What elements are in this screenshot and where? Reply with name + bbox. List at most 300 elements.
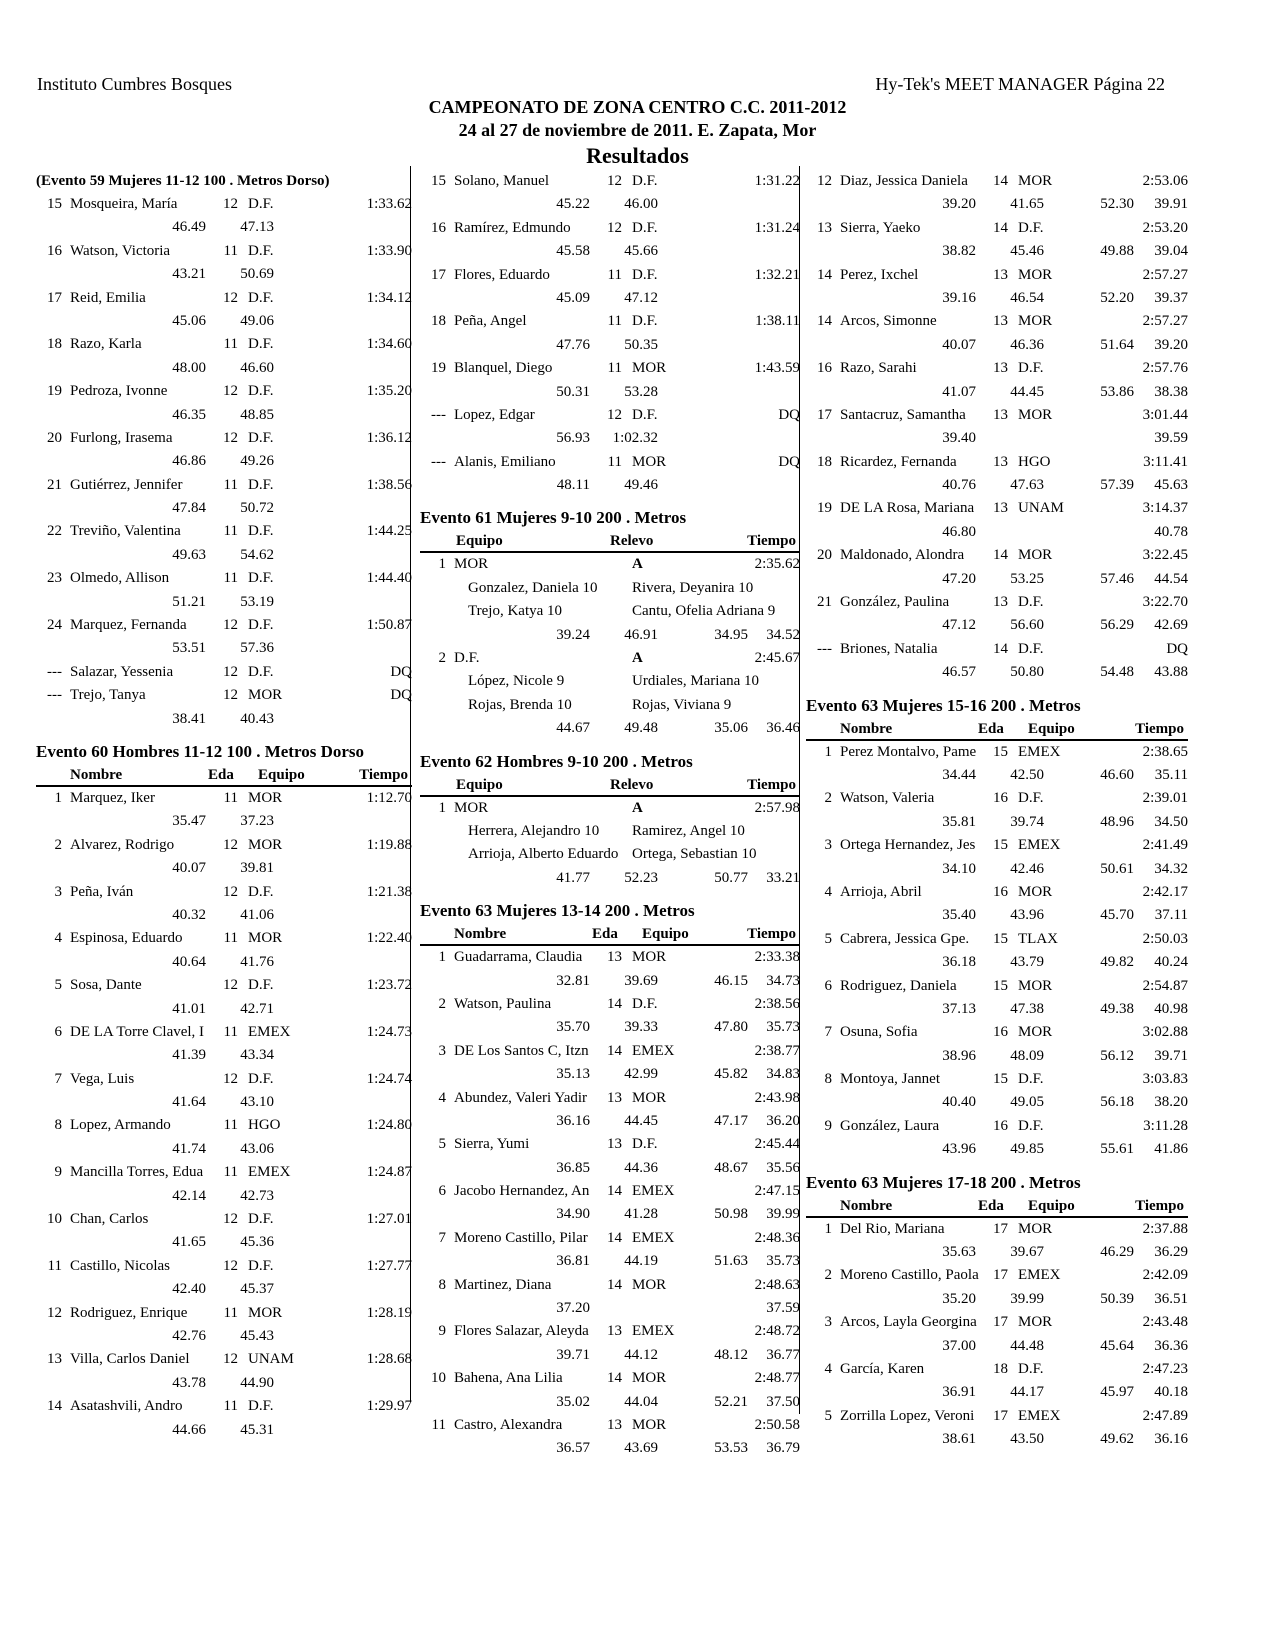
- column-header-row: [420, 775, 800, 797]
- age: 17: [993, 1314, 1008, 1331]
- column-header-team: Equipo: [258, 766, 305, 783]
- split-time: 35.73: [766, 1253, 800, 1270]
- split-time: 48.96: [1100, 813, 1134, 830]
- team: MOR: [248, 789, 283, 806]
- column-header-name: Nombre: [840, 1197, 893, 1214]
- split-time: 45.64: [1100, 1337, 1134, 1354]
- team: MOR: [248, 1304, 283, 1321]
- split-time: 53.19: [240, 593, 274, 610]
- team: D.F.: [1018, 219, 1044, 236]
- age: 13: [993, 266, 1008, 283]
- team: D.F.: [248, 1257, 274, 1274]
- swimmer-name: Jacobo Hernandez, An: [454, 1183, 590, 1200]
- result-row: [806, 357, 1188, 380]
- final-time: 2:47.23: [1142, 1360, 1188, 1377]
- place: 21: [817, 594, 832, 611]
- split-time: 46.15: [714, 972, 748, 989]
- result-row: [36, 1114, 412, 1137]
- place: 2: [438, 995, 446, 1012]
- swimmer-name: Perez, Ixchel: [840, 266, 919, 283]
- place: 3: [824, 1314, 832, 1331]
- swimmer-name: Pedroza, Ivonne: [70, 383, 168, 400]
- split-time: 39.74: [1010, 813, 1044, 830]
- final-time: 1:31.24: [754, 219, 800, 236]
- column-header-team: Equipo: [456, 776, 503, 793]
- age: 12: [223, 1351, 238, 1368]
- age: 13: [607, 1136, 622, 1153]
- result-row: [806, 404, 1188, 427]
- split-row: [420, 240, 800, 263]
- age: 14: [607, 1042, 622, 1059]
- split-time: 46.91: [624, 626, 658, 643]
- age: 15: [993, 977, 1008, 994]
- place: 1: [438, 799, 446, 816]
- team: D.F.: [248, 383, 274, 400]
- age: 14: [993, 640, 1008, 657]
- team: D.F.: [248, 1070, 274, 1087]
- team: D.F.: [248, 883, 274, 900]
- swimmer-name: Cabrera, Jessica Gpe.: [840, 930, 970, 947]
- split-row: [36, 1278, 412, 1301]
- split-time: 45.70: [1100, 907, 1134, 924]
- column-header-time: Tiempo: [1135, 1197, 1184, 1214]
- header-organization: Instituto Cumbres Bosques: [37, 74, 233, 94]
- team: MOR: [632, 1276, 667, 1293]
- team: D.F.: [248, 1211, 274, 1228]
- split-row: [36, 1325, 412, 1348]
- age: 13: [607, 1089, 622, 1106]
- relay-swimmer: Ortega, Sebastian 10: [632, 846, 757, 863]
- split-time: 43.96: [1010, 907, 1044, 924]
- split-row: [420, 624, 800, 647]
- swimmer-name: Guadarrama, Claudia: [454, 949, 583, 966]
- final-time: 1:24.73: [366, 1023, 412, 1040]
- split-time: 53.28: [624, 383, 658, 400]
- team: D.F.: [632, 406, 658, 423]
- result-row: [36, 661, 412, 684]
- relay-swimmer: Urdiales, Mariana 10: [632, 673, 760, 690]
- split-time: 44.19: [624, 1253, 658, 1270]
- team: D.F.: [632, 1136, 658, 1153]
- place: 1: [438, 949, 446, 966]
- split-time: 38.82: [942, 243, 976, 260]
- split-time: 42.76: [172, 1327, 206, 1344]
- team: D.F.: [1018, 790, 1044, 807]
- result-row: [420, 1087, 800, 1110]
- age: 11: [223, 242, 238, 259]
- swimmer-name: Moreno Castillo, Paola: [840, 1267, 979, 1284]
- result-row: [420, 451, 800, 474]
- split-time: 37.59: [766, 1300, 800, 1317]
- final-time: 2:42.17: [1142, 883, 1188, 900]
- final-time: 3:03.83: [1142, 1071, 1188, 1088]
- team: MOR: [632, 360, 667, 377]
- team: D.F.: [1018, 1360, 1044, 1377]
- final-time: 2:39.01: [1142, 790, 1188, 807]
- age: 18: [993, 1360, 1008, 1377]
- swimmer-name: DE LA Rosa, Mariana: [840, 500, 975, 517]
- split-time: 47.12: [624, 289, 658, 306]
- split-time: 35.63: [942, 1244, 976, 1261]
- swimmer-name: Blanquel, Diego: [454, 360, 553, 377]
- split-time: 56.60: [1010, 617, 1044, 634]
- split-time: 50.35: [624, 336, 658, 353]
- split-time: 34.44: [942, 766, 976, 783]
- team: MOR: [248, 687, 283, 704]
- split-row: [36, 857, 412, 880]
- result-row: [36, 834, 412, 857]
- final-time: 1:21.38: [366, 883, 412, 900]
- age: 11: [223, 570, 238, 587]
- split-time: 47.13: [240, 219, 274, 236]
- swimmer-name: Castillo, Nicolas: [70, 1257, 170, 1274]
- split-row: [420, 1344, 800, 1367]
- split-row: [420, 1437, 800, 1460]
- column-header-age: Eda: [978, 720, 1004, 737]
- team: D.F.: [632, 266, 658, 283]
- split-row: [36, 708, 412, 731]
- split-time: 35.47: [172, 813, 206, 830]
- team: D.F.: [248, 289, 274, 306]
- split-time: 42.40: [172, 1281, 206, 1298]
- final-time: 1:28.68: [366, 1351, 412, 1368]
- result-row: [36, 1208, 412, 1231]
- split-row: [806, 1241, 1188, 1264]
- final-time: 2:50.03: [1142, 930, 1188, 947]
- result-row: [36, 974, 412, 997]
- final-time: 1:34.60: [366, 336, 412, 353]
- swimmer-name: Perez Montalvo, Pame: [840, 743, 977, 760]
- split-time: 39.40: [942, 430, 976, 447]
- result-row: [36, 614, 412, 637]
- swimmer-name: Villa, Carlos Daniel: [70, 1351, 190, 1368]
- team: EMEX: [632, 1183, 675, 1200]
- split-time: 41.06: [240, 906, 274, 923]
- split-time: 38.20: [1154, 1094, 1188, 1111]
- final-time: 3:02.88: [1142, 1024, 1188, 1041]
- place: 17: [47, 289, 62, 306]
- age: 13: [993, 594, 1008, 611]
- swimmer-name: Arrioja, Abril: [840, 883, 922, 900]
- relay-row: [420, 647, 800, 670]
- split-time: 46.60: [240, 359, 274, 376]
- place: 1: [824, 743, 832, 760]
- final-time: 1:34.12: [366, 289, 412, 306]
- split-time: 43.78: [172, 1374, 206, 1391]
- split-time: 43.06: [240, 1140, 274, 1157]
- place: ---: [817, 640, 832, 657]
- split-time: 46.57: [942, 664, 976, 681]
- result-row: [420, 1227, 800, 1250]
- split-time: 47.20: [942, 570, 976, 587]
- swimmer-name: Ortega Hernandez, Jes: [840, 837, 976, 854]
- split-time: 38.38: [1154, 383, 1188, 400]
- place: 15: [431, 173, 446, 189]
- result-row: [806, 741, 1188, 764]
- result-row: [806, 1115, 1188, 1138]
- relay-team: MOR: [454, 799, 489, 816]
- event-title: Evento 63 Mujeres 13-14 200 . Metros: [420, 901, 695, 921]
- final-time: DQ: [390, 663, 412, 680]
- place: 6: [824, 977, 832, 994]
- swimmer-name: Arcos, Simonne: [840, 313, 937, 330]
- team: D.F.: [248, 242, 274, 259]
- result-row: [806, 497, 1188, 520]
- age: 13: [993, 453, 1008, 470]
- split-time: 46.49: [172, 219, 206, 236]
- split-time: 52.21: [714, 1393, 748, 1410]
- split-time: 42.71: [240, 1000, 274, 1017]
- team: MOR: [1018, 406, 1053, 423]
- place: 1: [54, 789, 62, 806]
- swimmer-name: Sosa, Dante: [70, 977, 142, 994]
- split-time: 42.73: [240, 1187, 274, 1204]
- age: 11: [607, 360, 622, 377]
- final-time: 2:57.76: [1142, 360, 1188, 377]
- final-time: 1:24.80: [366, 1117, 412, 1134]
- result-row: [806, 591, 1188, 614]
- split-time: 50.80: [1010, 664, 1044, 681]
- final-time: 3:22.45: [1142, 547, 1188, 564]
- result-row: [420, 1414, 800, 1437]
- swimmer-name: Flores Salazar, Aleyda: [454, 1323, 589, 1340]
- split-row: [806, 811, 1188, 834]
- split-time: 37.50: [766, 1393, 800, 1410]
- place: 7: [54, 1070, 62, 1087]
- split-row: [420, 1203, 800, 1226]
- swimmer-name: Del Rio, Mariana: [840, 1220, 945, 1237]
- team: HGO: [1018, 453, 1051, 470]
- split-time: 36.18: [942, 954, 976, 971]
- column-header-time: Tiempo: [1135, 720, 1184, 737]
- split-time: 53.53: [714, 1440, 748, 1457]
- split-time: 39.99: [1010, 1290, 1044, 1307]
- result-row: [806, 787, 1188, 810]
- split-time: 44.36: [624, 1159, 658, 1176]
- split-row: [806, 381, 1188, 404]
- split-row: [806, 904, 1188, 927]
- place: 8: [438, 1276, 446, 1293]
- split-time: 45.36: [240, 1234, 274, 1251]
- split-time: 49.63: [172, 546, 206, 563]
- place: 9: [438, 1323, 446, 1340]
- result-row: [806, 544, 1188, 567]
- split-time: 47.38: [1010, 1000, 1044, 1017]
- place: 16: [47, 242, 62, 259]
- result-row: [420, 1040, 800, 1063]
- age: 14: [607, 995, 622, 1012]
- relay-swimmers-row: [420, 577, 800, 600]
- column-header-team: Equipo: [1028, 720, 1075, 737]
- result-row: [36, 474, 412, 497]
- relay-swimmer: Cantu, Ofelia Adriana 9: [632, 603, 776, 620]
- split-time: 39.37: [1154, 289, 1188, 306]
- team: MOR: [632, 1370, 667, 1387]
- split-time: 53.25: [1010, 570, 1044, 587]
- final-time: DQ: [390, 687, 412, 704]
- swimmer-name: Furlong, Irasema: [70, 429, 173, 446]
- split-time: 49.05: [1010, 1094, 1044, 1111]
- place: 6: [54, 1023, 62, 1040]
- team: EMEX: [632, 1229, 675, 1246]
- place: ---: [431, 406, 446, 423]
- result-row: [36, 1161, 412, 1184]
- place: 2: [824, 1267, 832, 1284]
- team: MOR: [1018, 173, 1053, 189]
- split-time: 40.32: [172, 906, 206, 923]
- final-time: 1:29.97: [366, 1398, 412, 1415]
- split-time: 34.95: [714, 626, 748, 643]
- team: D.F.: [1018, 360, 1044, 377]
- split-time: 36.91: [942, 1384, 976, 1401]
- age: 11: [223, 476, 238, 493]
- split-time: 38.96: [942, 1047, 976, 1064]
- split-time: 39.67: [1010, 1244, 1044, 1261]
- swimmer-name: González, Paulina: [840, 594, 950, 611]
- result-row: [806, 1405, 1188, 1428]
- place: 10: [47, 1211, 62, 1228]
- final-time: 2:48.36: [754, 1229, 800, 1246]
- result-row: [806, 638, 1188, 661]
- place: 12: [817, 173, 832, 189]
- split-time: 56.29: [1100, 617, 1134, 634]
- place: 5: [54, 977, 62, 994]
- split-time: 44.12: [624, 1346, 658, 1363]
- swimmer-name: Peña, Iván: [70, 883, 134, 900]
- team: D.F.: [248, 196, 274, 212]
- column-header-name: Nombre: [454, 926, 507, 943]
- split-time: 36.29: [1154, 1244, 1188, 1261]
- relay-team: MOR: [454, 556, 489, 573]
- split-time: 46.35: [172, 406, 206, 423]
- swimmer-name: Trejo, Tanya: [70, 687, 146, 704]
- split-time: 36.57: [556, 1440, 590, 1457]
- place: 10: [431, 1370, 446, 1387]
- split-time: 36.16: [556, 1112, 590, 1129]
- age: 14: [993, 547, 1008, 564]
- split-time: 40.43: [240, 710, 274, 727]
- final-time: 1:23.72: [366, 977, 412, 994]
- swimmer-name: Marquez, Fernanda: [70, 617, 187, 634]
- place: 4: [824, 1360, 832, 1377]
- split-time: 39.69: [624, 972, 658, 989]
- split-time: 39.16: [942, 289, 976, 306]
- swimmer-name: DE Los Santos C, Itzn: [454, 1042, 589, 1059]
- split-row: [36, 1419, 412, 1442]
- age: 11: [223, 789, 238, 806]
- team: D.F.: [1018, 1117, 1044, 1134]
- result-row: [420, 1274, 800, 1297]
- place: 5: [824, 1407, 832, 1424]
- swimmer-name: Asatashvili, Andro: [70, 1398, 183, 1415]
- age: 14: [993, 173, 1008, 189]
- split-time: 47.63: [1010, 477, 1044, 494]
- split-time: 35.13: [556, 1066, 590, 1083]
- result-row: [806, 881, 1188, 904]
- result-row: [420, 1180, 800, 1203]
- split-row: [806, 474, 1188, 497]
- swimmer-name: Chan, Carlos: [70, 1211, 149, 1228]
- team: EMEX: [1018, 1407, 1061, 1424]
- place: 5: [438, 1136, 446, 1153]
- age: 12: [223, 1211, 238, 1228]
- split-time: 45.46: [1010, 243, 1044, 260]
- split-time: 44.17: [1010, 1384, 1044, 1401]
- result-row: [806, 1264, 1188, 1287]
- swimmer-name: Olmedo, Allison: [70, 570, 170, 587]
- split-time: 44.48: [1010, 1337, 1044, 1354]
- split-row: [806, 1091, 1188, 1114]
- split-time: 52.30: [1100, 196, 1134, 213]
- split-row: [36, 216, 412, 239]
- swimmer-name: Ramírez, Edmundo: [454, 219, 571, 236]
- age: 11: [607, 266, 622, 283]
- split-time: 41.65: [172, 1234, 206, 1251]
- split-row: [420, 1016, 800, 1039]
- result-row: [806, 1311, 1188, 1334]
- result-row: [806, 975, 1188, 998]
- column-header-age: Eda: [592, 926, 618, 943]
- result-row: [36, 1302, 412, 1325]
- result-row: [420, 404, 800, 427]
- final-time: 1:44.40: [366, 570, 412, 587]
- split-time: 33.21: [766, 869, 800, 886]
- split-row: [420, 970, 800, 993]
- split-time: 50.39: [1100, 1290, 1134, 1307]
- split-time: 40.07: [172, 860, 206, 877]
- split-row: [806, 193, 1188, 216]
- final-time: 3:01.44: [1142, 406, 1188, 423]
- place: 11: [47, 1257, 62, 1274]
- results-column-1: [36, 170, 412, 1442]
- result-row: [806, 1068, 1188, 1091]
- result-row: [36, 567, 412, 590]
- split-time: 39.71: [556, 1346, 590, 1363]
- swimmer-name: Treviño, Valentina: [70, 523, 181, 540]
- column-header-name: Nombre: [840, 720, 893, 737]
- split-time: 43.50: [1010, 1431, 1044, 1448]
- split-time: 44.54: [1154, 570, 1188, 587]
- split-row: [420, 381, 800, 404]
- column-header-time: Tiempo: [747, 533, 796, 550]
- age: 11: [223, 930, 238, 947]
- split-time: 39.59: [1154, 430, 1188, 447]
- split-row: [36, 1372, 412, 1395]
- split-row: [806, 1381, 1188, 1404]
- split-time: 52.20: [1100, 289, 1134, 306]
- age: 16: [993, 790, 1008, 807]
- event-title: Evento 63 Mujeres 17-18 200 . Metros: [806, 1172, 1081, 1192]
- split-row: [806, 1288, 1188, 1311]
- split-time: 37.11: [1154, 907, 1188, 924]
- split-row: [420, 1157, 800, 1180]
- column-header-age: Eda: [208, 766, 234, 783]
- split-row: [36, 591, 412, 614]
- team: D.F.: [248, 429, 274, 446]
- split-time: 39.20: [942, 196, 976, 213]
- final-time: 2:37.88: [1142, 1220, 1188, 1237]
- column-header-time: Tiempo: [359, 766, 408, 783]
- swimmer-name: Alanis, Emiliano: [454, 453, 556, 470]
- split-time: 34.83: [766, 1066, 800, 1083]
- relay-swimmer: Ramirez, Angel 10: [632, 822, 745, 839]
- team: MOR: [1018, 1220, 1053, 1237]
- final-time: 2:38.65: [1142, 743, 1188, 760]
- result-row: [36, 1395, 412, 1418]
- split-time: 42.50: [1010, 766, 1044, 783]
- place: 19: [431, 360, 446, 377]
- split-time: 56.18: [1100, 1094, 1134, 1111]
